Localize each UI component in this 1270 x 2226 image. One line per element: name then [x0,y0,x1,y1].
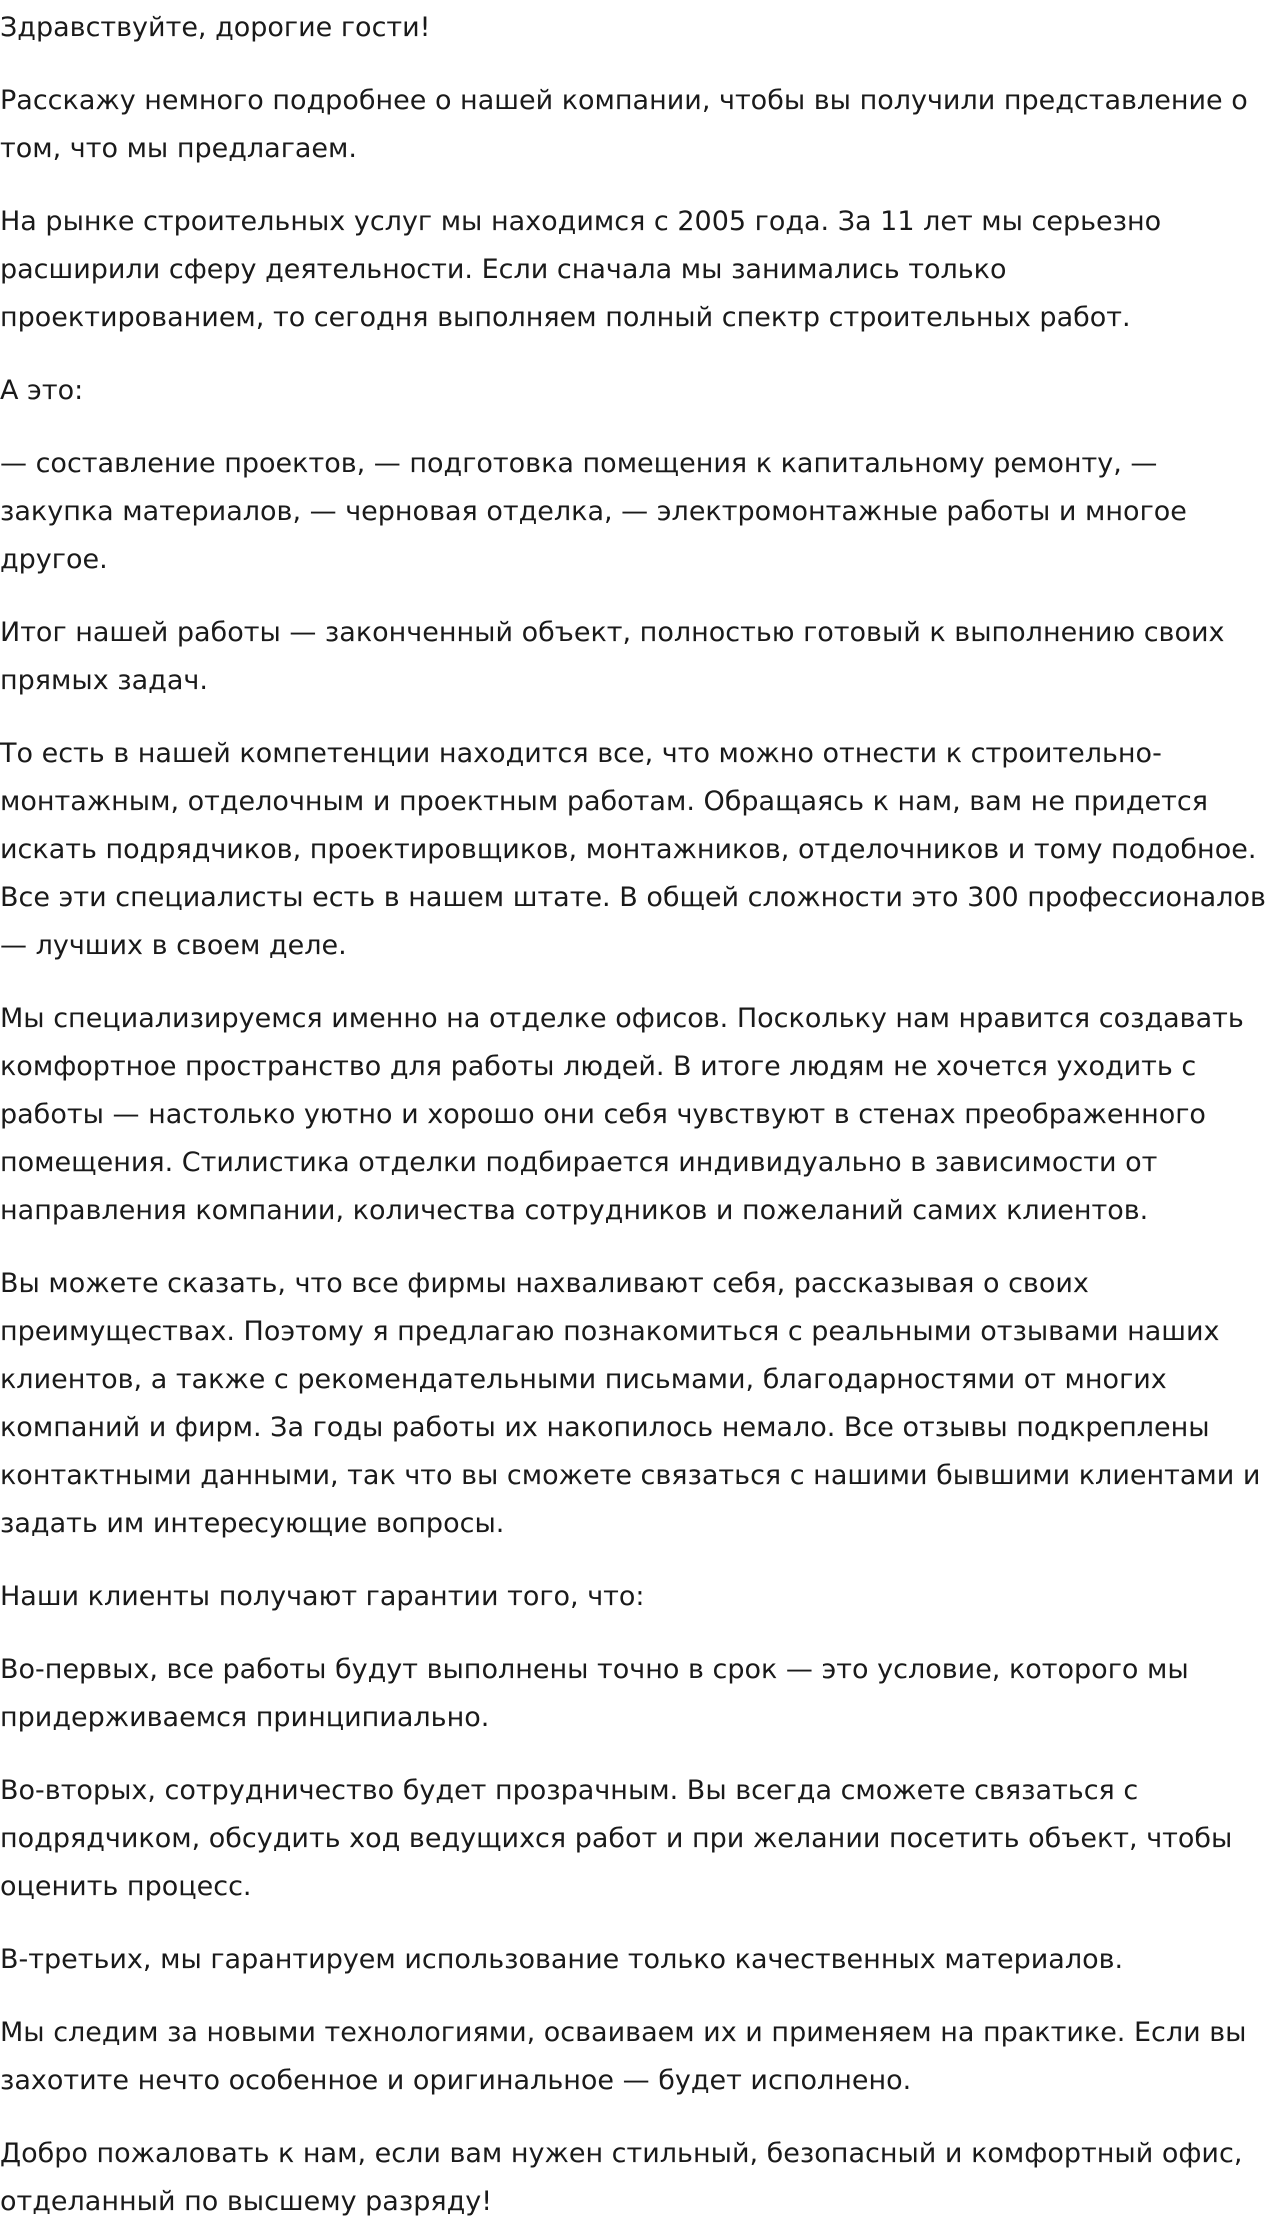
closing-paragraph: Добро пожаловать к нам, если вам нужен стильный, безопасный и комфортный офис, отделанный по высшему разряду! [0,2138,1243,2217]
intro-paragraph: Расскажу немного подробнее о нашей компании, чтобы вы получили представление о том, что мы предлагаем. [0,85,1248,164]
guarantee-second-paragraph: Во-вторых, сотрудничество будет прозрачным. Вы всегда сможете связаться с подрядчиком, обсудить ход ведущихся работ и при желании посетить объект, чтобы оценить процесс. [0,1775,1233,1902]
guarantee-third-paragraph: В-третьих, мы гарантируем использование только качественных материалов. [0,1944,1124,1975]
services-list-paragraph: — составление проектов, — подготовка помещения к капитальному ремонту, — закупка материалов, — черновая отделка, — электромонтажные работы и многое другое. [0,448,1187,575]
history-paragraph: На рынке строительных услуг мы находимся с 2005 года. За 11 лет мы серьезно расширили сферу деятельности. Если сначала мы занимались только проектированием, то сегодня выполняем полный спектр строительных работ. [0,206,1162,333]
services-lead-paragraph: А это: [0,375,84,406]
competence-paragraph: То есть в нашей компетенции находится все, что можно отнести к строительно-монтажным, отделочным и проектным работам. Обращаясь к нам, вам не придется искать подрядчиков, проектировщиков, монтажников, отделочников и тому подобное. Все эти специалисты есть в нашем штате. В общей сложности это 300 профессионалов — лучших в своем деле. [0,738,1266,961]
specialization-paragraph: Мы специализируемся именно на отделке офисов. Поскольку нам нравится создавать комфортное пространство для работы людей. В итоге людям не хочется уходить с работы — настолько уютно и хорошо они себя чувствуют в стенах преображенного помещения. Стилистика отделки подбирается индивидуально в зависимости от направления компании, количества сотрудников и пожеланий самих клиентов. [0,1003,1244,1226]
guarantee-first-paragraph: Во-первых, все работы будут выполнены точно в срок — это условие, которого мы придерживаемся принципиально. [0,1654,1189,1733]
reviews-paragraph: Вы можете сказать, что все фирмы нахваливают себя, рассказывая о своих преимуществах. Поэтому я предлагаю познакомиться с реальными отзывами наших клиентов, а также с рекомендательными письмами, благодарностями от многих компаний и фирм. За годы работы их накопилось немало. Все отзывы подкреплены контактными данными, так что вы сможете связаться с нашими бывшими клиентами и задать им интересующие вопросы. [0,1268,1261,1539]
technology-paragraph: Мы следим за новыми технологиями, осваиваем их и применяем на практике. Если вы захотите нечто особенное и оригинальное — будет исполнено. [0,2017,1247,2096]
guarantees-lead-paragraph: Наши клиенты получают гарантии того, что: [0,1581,645,1612]
result-paragraph: Итог нашей работы — законченный объект, полностью готовый к выполнению своих прямых задач. [0,617,1225,696]
document-body [0,4,1268,2226]
greeting-paragraph: Здравствуйте, дорогие гости! [0,12,431,43]
